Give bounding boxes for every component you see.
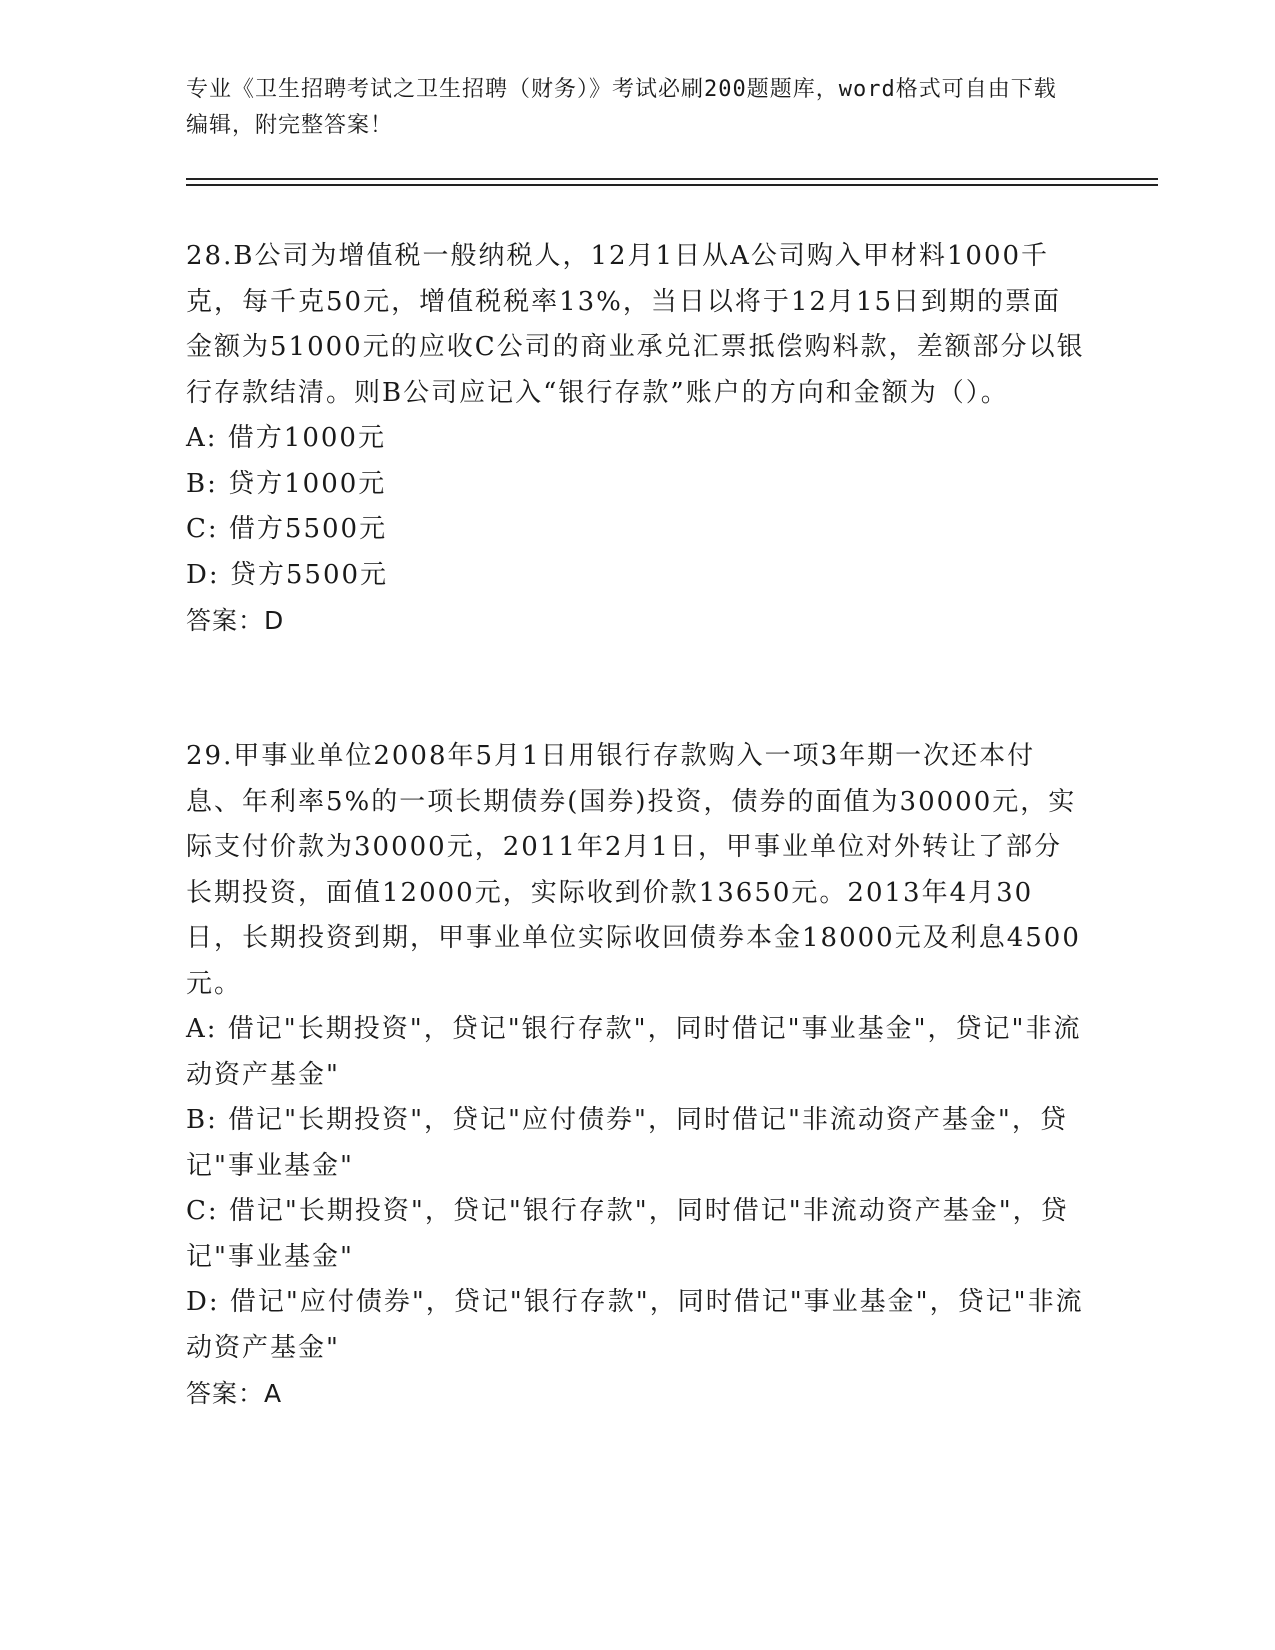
- answer: 答案：D: [186, 606, 285, 635]
- header-divider-bottom: [186, 184, 1158, 186]
- option-a: A: 借方1000元: [186, 423, 386, 453]
- option-b: B: 借记"长期投资"，贷记"应付债券"，同时借记"非流动资产基金"，贷记"事业基金": [186, 1105, 1068, 1181]
- header-divider-top: [186, 178, 1158, 180]
- answer: 答案：A: [186, 1379, 283, 1408]
- question-stem: 29.甲事业单位2008年5月1日用银行存款购入一项3年期一次还本付息、年利率5%的一项长期债券(国券)投资，债券的面值为30000元，实际支付价款为30000元，2011年2月1日，甲事业单位对外转让了部分长期投资，面值12000元，实际收到价款13650元。2013年4月30日，长期投资到期，甲事业单位实际收回债券本金18000元及利息4500元。: [186, 741, 1081, 999]
- option-b: B: 贷方1000元: [186, 468, 387, 499]
- question-stem: 28.B公司为增值税一般纳税人，12月1日从A公司购入甲材料1000千克，每千克50元，增值税税率13%，当日以将于12月15日到期的票面金额为51000元的应收C公司的商业承兑汇票抵偿购料款，差额部分以银行存款结清。则B公司应记入“银行存款”账户的方向和金额为（）。: [186, 241, 1085, 408]
- option-c: C: 借记"长期投资"，贷记"银行存款"，同时借记"非流动资产基金"，贷记"事业基金": [186, 1196, 1069, 1272]
- option-d: D: 贷方5500元: [186, 559, 389, 590]
- question-28: [186, 234, 1086, 644]
- option-c: C: 借方5500元: [186, 514, 388, 544]
- question-29: [186, 734, 1086, 1417]
- option-d: D: 借记"应付债券"，贷记"银行存款"，同时借记"事业基金"，贷记"非流动资产基金": [186, 1287, 1084, 1363]
- option-a: A: 借记"长期投资"，贷记"银行存款"，同时借记"事业基金"，贷记"非流动资产基金": [186, 1014, 1082, 1090]
- document-header: 专业《卫生招聘考试之卫生招聘（财务）》考试必刷200题题库，word格式可自由下载编辑，附完整答案！: [186, 77, 1057, 138]
